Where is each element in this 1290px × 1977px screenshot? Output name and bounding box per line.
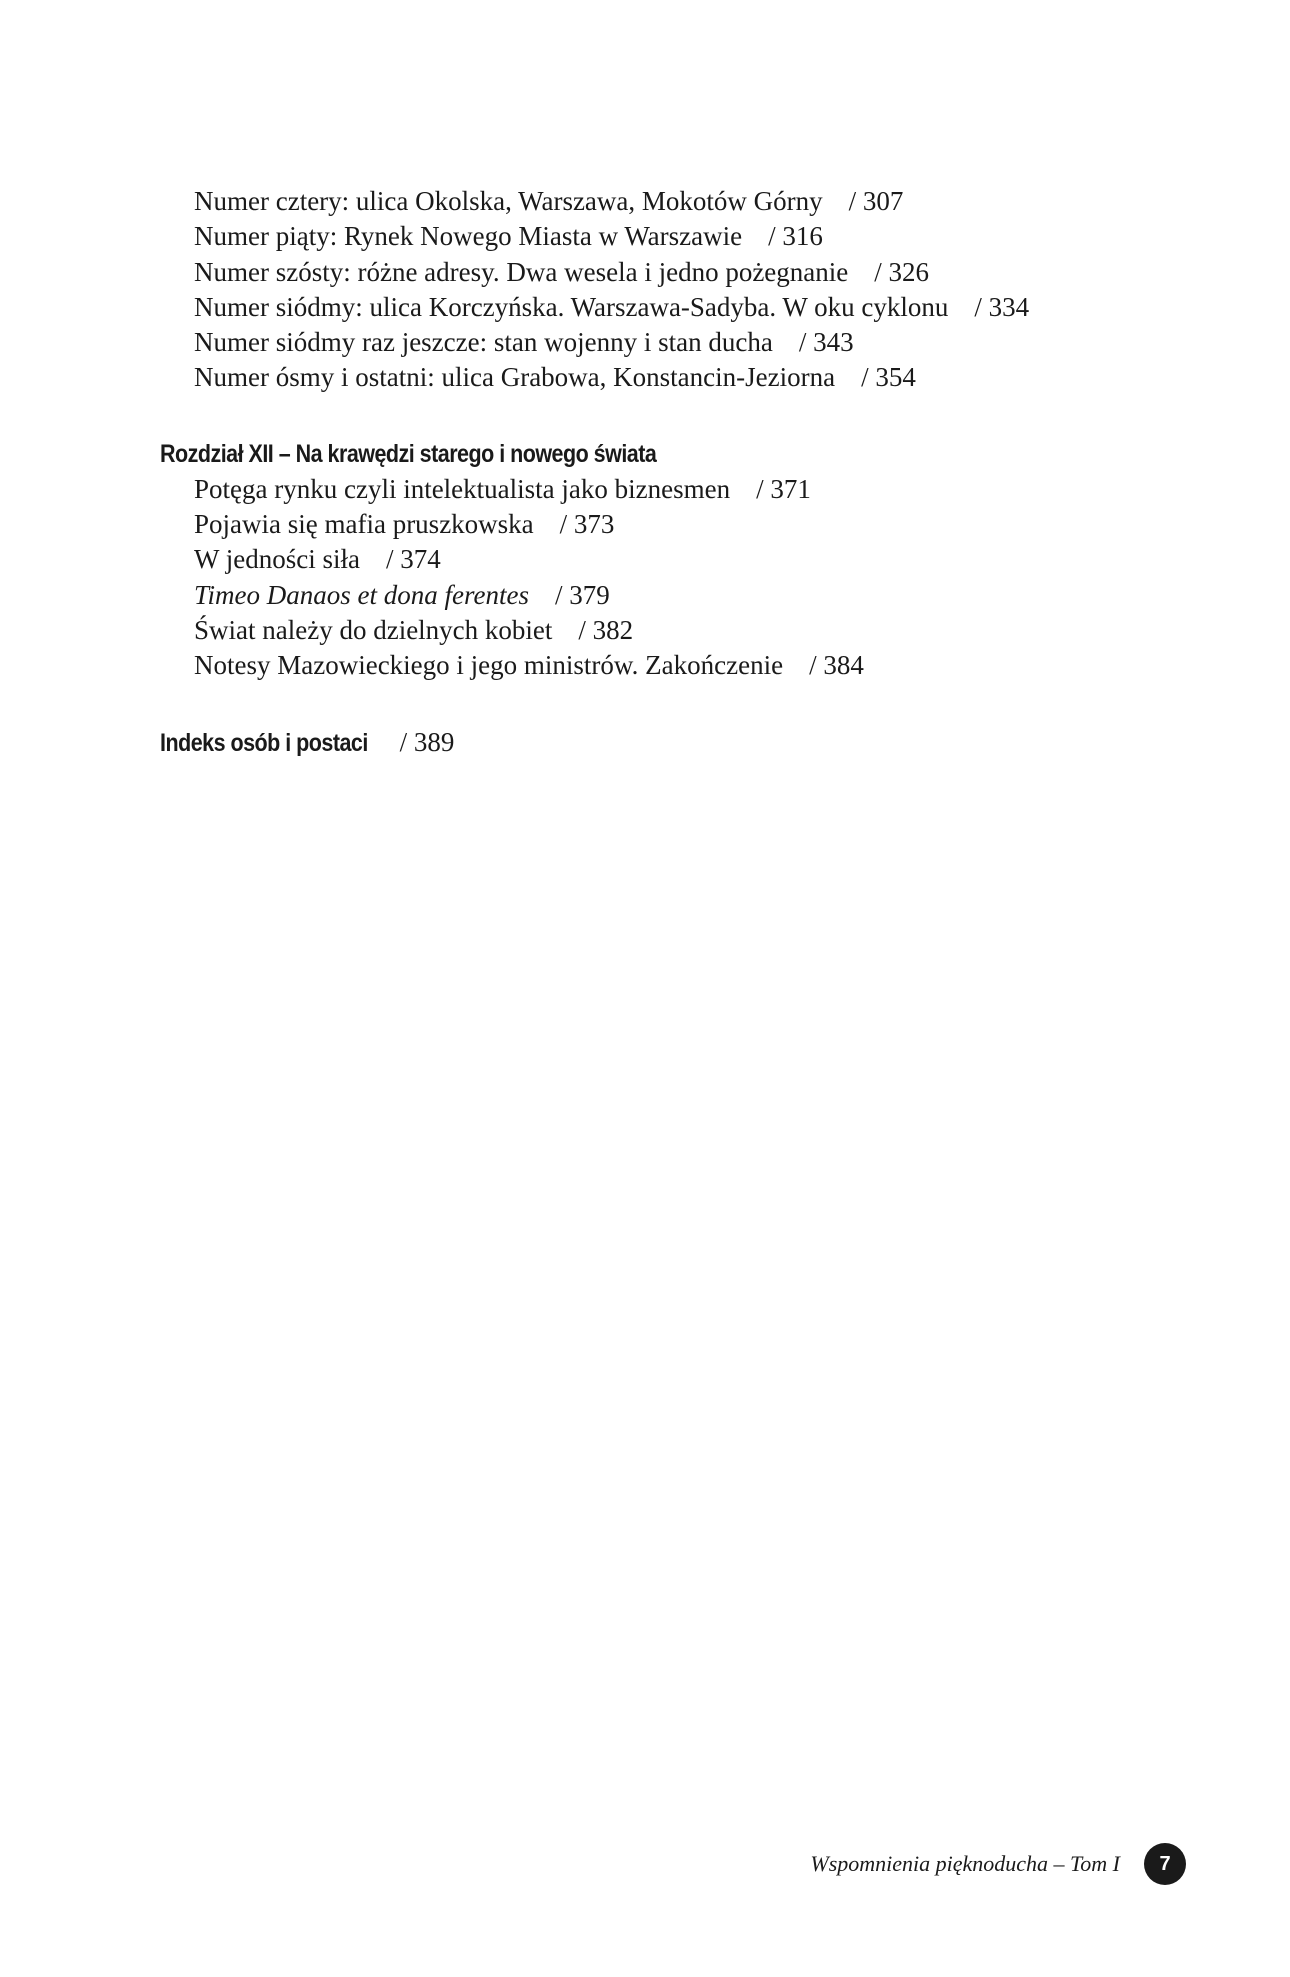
toc-entry-title: Potęga rynku czyli intelektualista jako biznesmen (194, 473, 731, 504)
toc-entry-title: Numer siódmy raz jeszcze: stan wojenny i stan ducha (194, 327, 773, 358)
index-entry (160, 724, 1160, 764)
toc-entry-page: / 307 (848, 186, 904, 216)
toc-entry-page: / 379 (554, 579, 610, 610)
toc-entry (194, 219, 1160, 254)
toc-entry-page: / 374 (385, 544, 441, 575)
toc-entry (194, 648, 1160, 683)
toc-entry-title: Numer siódmy: ulica Korczyńska. Warszawa-Sadyba. W oku cyklonu (194, 291, 949, 322)
toc-entry-page: / 371 (756, 473, 811, 504)
toc-entry-page: / 334 (974, 291, 1030, 322)
page-number-badge: 7 (1144, 1843, 1186, 1885)
toc-entry (194, 360, 1160, 395)
table-of-contents (160, 184, 1160, 764)
toc-entry-page: / 384 (809, 650, 864, 681)
toc-entry-title: Pojawia się mafia pruszkowska (194, 509, 534, 540)
toc-entry-page: / 316 (768, 221, 823, 252)
toc-entry-page: / 373 (559, 509, 615, 540)
toc-entry (194, 290, 1160, 325)
toc-entry-title: Świat należy do dzielnych kobiet (194, 614, 553, 645)
running-footer-title: Wspomnienia pięknoducha – Tom I (810, 1851, 1120, 1876)
section-spacer (160, 396, 1160, 436)
chapter-heading: Rozdział XII – Na krawędzi starego i nowego świata (160, 439, 657, 468)
toc-entry-page: / 343 (798, 327, 854, 358)
toc-entry (194, 325, 1160, 360)
toc-entry-title: Numer cztery: ulica Okolska, Warszawa, Mokotów Górny (194, 186, 823, 216)
toc-entry-page: / 382 (578, 614, 634, 645)
page-footer (810, 1843, 1186, 1885)
toc-entry (194, 578, 1160, 613)
index-title: Indeks osób i postaci (160, 728, 368, 757)
toc-entry (194, 507, 1160, 542)
toc-entry-title: W jedności siła (194, 544, 360, 575)
toc-entry (194, 184, 1160, 219)
index-page: / 389 (399, 726, 455, 757)
toc-entry-page: / 326 (874, 256, 930, 287)
toc-entry (194, 542, 1160, 577)
toc-entry-page: / 354 (861, 362, 916, 393)
toc-entry-title: Numer szósty: różne adresy. Dwa wesela i jedno pożegnanie (194, 256, 849, 287)
toc-entry-title: Numer ósmy i ostatni: ulica Grabowa, Konstancin-Jeziorna (194, 362, 836, 393)
toc-entry-title: Notesy Mazowieckiego i jego ministrów. Zakończenie (194, 650, 784, 681)
toc-entry (194, 255, 1160, 290)
toc-entry-title: Timeo Danaos et dona ferentes (194, 579, 529, 610)
toc-entry (194, 613, 1160, 648)
toc-entry-title: Numer piąty: Rynek Nowego Miasta w Warszawie (194, 221, 743, 252)
toc-entry (194, 472, 1160, 507)
